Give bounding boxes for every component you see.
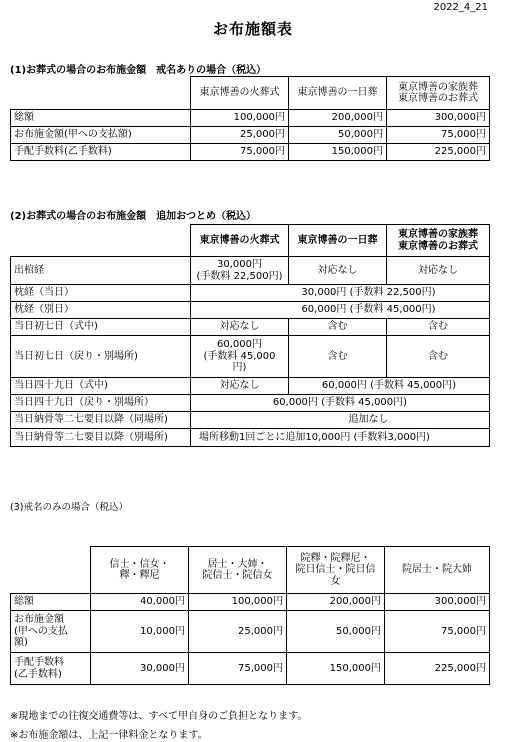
section1-cell: 225,000円: [387, 144, 490, 161]
section3-title: (3)戒名のみの場合（税込）: [10, 502, 128, 513]
section1-cell: 100,000円: [191, 110, 289, 127]
section1-row-label: お布施金額(甲への支払額): [11, 127, 191, 144]
section3-row-label: お布施金額 (甲への支払 額): [11, 611, 91, 653]
section2-row-label: 当日初七日（式中): [11, 319, 191, 336]
section3-cell: 75,000円: [385, 611, 490, 653]
section1-cell: 200,000円: [289, 110, 387, 127]
section1-header-ichinichi: 東京博善の一日葬: [289, 77, 387, 110]
section2-row-label: 当日四十九日（式中): [11, 378, 191, 395]
section3-cell: 200,000円: [287, 594, 385, 611]
section2-row-label: 当日納骨等二七要目以降（別場所): [11, 429, 191, 447]
section2-cell: 対応なし: [387, 257, 490, 285]
section2-table: [10, 224, 490, 447]
section2-corner: [11, 225, 191, 257]
page-title: お布施額表: [212, 20, 293, 38]
section2-span-cell: 60,000円 (手数料 45,000円): [191, 302, 490, 319]
section2-cell: 対応なし: [289, 257, 387, 285]
section3-cell: 75,000円: [189, 653, 287, 685]
section1-cell: 75,000円: [191, 144, 289, 161]
section1-cell: 75,000円: [387, 127, 490, 144]
section2-span-cell: 60,000円 (手数料 45,000円): [191, 395, 490, 412]
section3-cell: 30,000円: [91, 653, 189, 685]
section1-cell: 25,000円: [191, 127, 289, 144]
section2-span-cell: 場所移動1回ごとに追加10,000円 (手数料3,000円): [191, 429, 490, 447]
section2-row-label: 当日初七日（戻り・別場所): [11, 336, 191, 378]
section1-cell: 300,000円: [387, 110, 490, 127]
section2-row-label: 枕経（当日）: [11, 285, 191, 302]
section3-corner: [11, 547, 91, 594]
section3-header: 信士・信女・ 釋・釋尼: [91, 547, 189, 594]
section2-row-label: 当日納骨等二七要目以降（同場所): [11, 412, 191, 429]
section2-cell: 対応なし: [191, 378, 289, 395]
section1-corner: [11, 77, 191, 110]
section3-cell: 10,000円: [91, 611, 189, 653]
section2-cell: 含む: [387, 336, 490, 378]
section1-row-label: 総額: [11, 110, 191, 127]
section3-row-label: 総額: [11, 594, 91, 611]
note-fixed-fee: ※お布施金額は、上記一律料金となります。: [10, 730, 208, 741]
section2-header-ichinichi: 東京博善の一日葬: [289, 225, 387, 257]
section1-header-kasou: 東京博善の火葬式: [191, 77, 289, 110]
section2-cell: 60,000円 (手数料 45,000 円): [191, 336, 289, 378]
section3-cell: 50,000円: [287, 611, 385, 653]
section1-cell: 150,000円: [289, 144, 387, 161]
section3-cell: 100,000円: [189, 594, 287, 611]
section3-table: [10, 546, 490, 685]
section1-row-label: 手配手数料(乙手数料): [11, 144, 191, 161]
section2-cell: 含む: [387, 319, 490, 336]
section2-span-cell: 30,000円 (手数料 22,500円): [191, 285, 490, 302]
section2-cell: 対応なし: [191, 319, 289, 336]
section1-table: [10, 76, 490, 161]
section3-header: 院居士・院大姉: [385, 547, 490, 594]
note-travel-expenses: ※現地までの往復交通費等は、すべて甲自身のご負担となります。: [10, 711, 308, 722]
section2-cell: 含む: [289, 319, 387, 336]
section3-cell: 300,000円: [385, 594, 490, 611]
section2-row-label: 枕経（別日）: [11, 302, 191, 319]
section3-cell: 40,000円: [91, 594, 189, 611]
section2-span-cell: 追加なし: [191, 412, 490, 429]
section2-title: (2)お葬式の場合のお布施金額 追加おつとめ（税込）: [10, 211, 256, 222]
section2-cell: 30,000円 (手数料 22,500円): [191, 257, 289, 285]
section3-header: 院釋・院釋尼・ 院日信士・院日信 女: [287, 547, 385, 594]
section1-title: (1)お葬式の場合のお布施金額 戒名ありの場合（税込）: [10, 65, 267, 76]
section1-header-kazoku: 東京博善の家族葬 東京博善のお葬式: [387, 77, 490, 110]
section3-cell: 150,000円: [287, 653, 385, 685]
section3-cell: 225,000円: [385, 653, 490, 685]
section3-row-label: 手配手数料 (乙手数料): [11, 653, 91, 685]
section2-row-label: 出棺経: [11, 257, 191, 285]
section1-cell: 50,000円: [289, 127, 387, 144]
section2-header-kazoku: 東京博善の家族葬 東京博善のお葬式: [387, 225, 490, 257]
section2-header-kasou: 東京博善の火葬式: [191, 225, 289, 257]
section3-cell: 25,000円: [189, 611, 287, 653]
section2-span-cell: 60,000円 (手数料 45,000円): [289, 378, 490, 395]
section3-header: 居士・大姉・ 院信士・院信女: [189, 547, 287, 594]
section2-row-label: 当日四十九日（戻り・別場所）: [11, 395, 191, 412]
section2-cell: 含む: [289, 336, 387, 378]
document-date: 2022_4_21: [433, 2, 488, 13]
